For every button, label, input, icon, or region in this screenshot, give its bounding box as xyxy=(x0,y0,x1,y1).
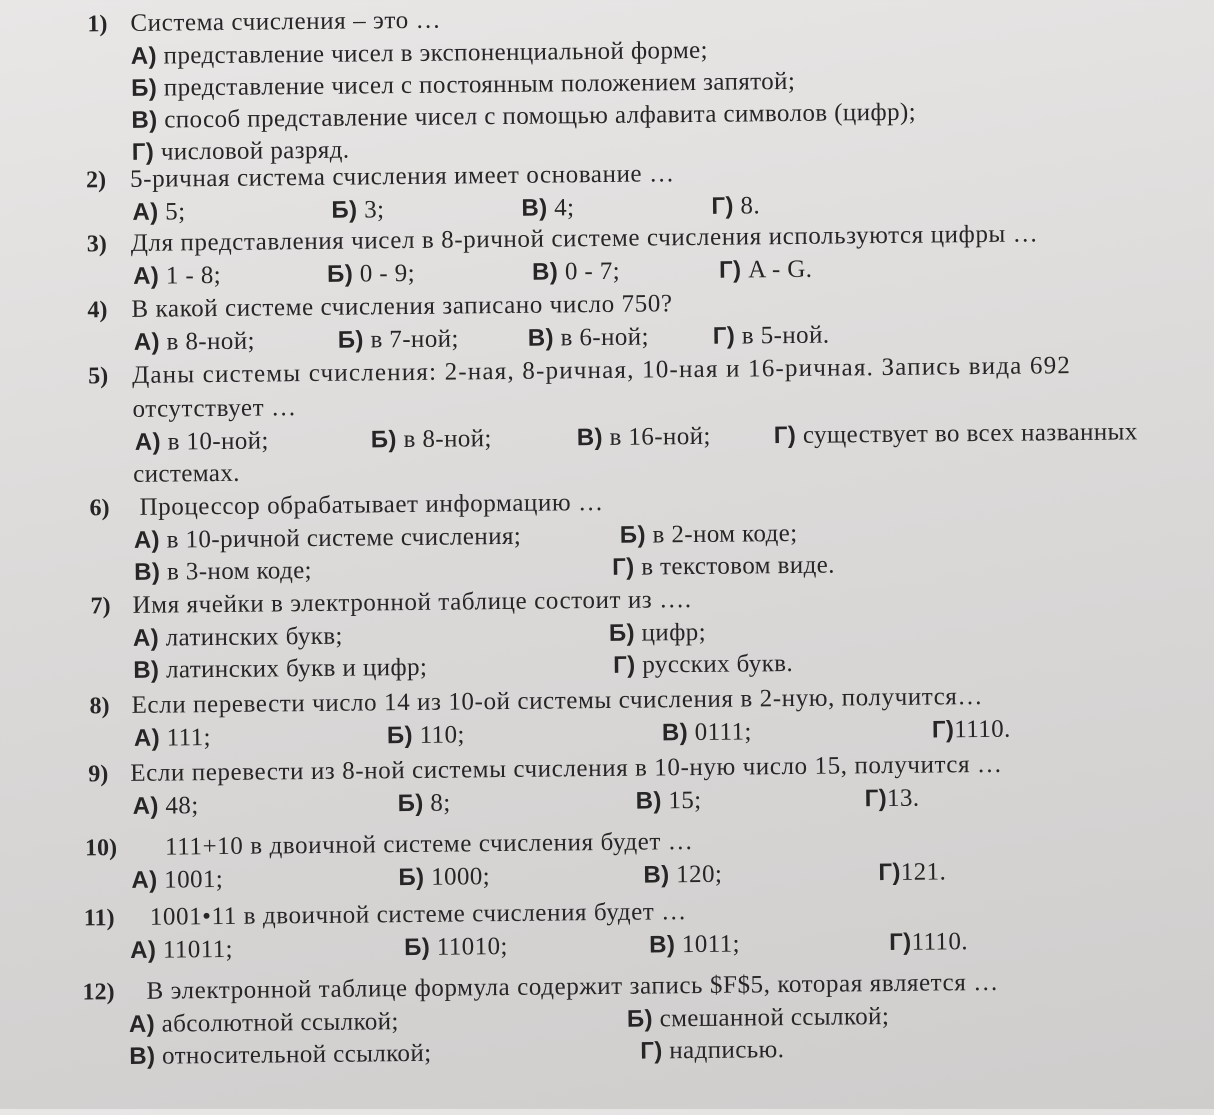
question-text: Система счисления – это … xyxy=(130,6,442,37)
question-1 xyxy=(0,0,1210,170)
question-text: Даны системы счисления: 2-ная, 8-ричная, 10-ная и 16-ричная. Запись вида 692 xyxy=(132,352,1072,389)
answer-option-g: Г) числовой разряд. xyxy=(131,136,350,166)
question-text: Процессор обрабатывает информацию … xyxy=(139,488,604,521)
answer-option-g: Г) в текстовом виде. xyxy=(612,551,835,581)
answer-option-v: В) латинских букв и цифр; xyxy=(133,653,428,684)
answer-option-b: Б) 110; xyxy=(386,721,465,750)
answer-option-b: Б) смешанной ссылкой; xyxy=(626,1002,890,1033)
question-text: Если перевести число 14 из 10-ой системы счисления в 2-ную, получится… xyxy=(131,682,984,719)
answer-option-g: Г)1110. xyxy=(931,715,1011,744)
answer-option-v: В) способ представление чисел с помощью алфавита символов (цифр); xyxy=(131,98,917,134)
question-number: 3) xyxy=(86,231,107,258)
answer-option-a: А) в 10-ной; xyxy=(134,427,269,456)
answer-option-g: Г) русских букв. xyxy=(613,649,794,679)
question-text: 1001•11 в двоичной системе счисления будет … xyxy=(149,898,687,931)
answer-option-v: В) в 16-ной; xyxy=(576,422,711,452)
question-number: 2) xyxy=(85,167,107,194)
answer-option-a: А) латинских букв; xyxy=(132,622,343,652)
answer-option-b: Б) 8; xyxy=(397,789,451,818)
answer-option-g: Г) A - G. xyxy=(718,255,813,284)
question-number: 8) xyxy=(89,693,110,720)
question-number: 12) xyxy=(82,979,115,1006)
answer-option-v: В) 15; xyxy=(635,786,702,815)
answer-option-continued: системах. xyxy=(133,459,241,488)
answer-option-a: А) 11011; xyxy=(130,935,234,964)
question-text: В какой системе счисления записано число 750? xyxy=(131,290,673,323)
answer-option-b: Б) в 8-ной; xyxy=(370,425,492,454)
answer-option-a: А) 1 - 8; xyxy=(132,261,222,290)
question-7 xyxy=(0,578,1214,689)
question-text: В электронной таблице формула содержит запись $F$5, которая является … xyxy=(146,968,999,1005)
answer-option-g: Г)13. xyxy=(864,784,920,813)
question-11 xyxy=(4,890,1214,969)
question-number: 6) xyxy=(89,495,110,522)
answer-option-a: А) 111; xyxy=(133,724,212,752)
question-text: Для представления чисел в 8-ричной системе счисления используются цифры … xyxy=(130,220,1039,257)
answer-option-b: Б) 3; xyxy=(331,196,385,224)
answer-option-g: Г) существует во всех названных xyxy=(773,418,1138,450)
question-6 xyxy=(0,480,1214,591)
question-number: 7) xyxy=(90,593,111,620)
question-9 xyxy=(2,746,1214,825)
question-text: Имя ячейки в электронной таблице состоит из …. xyxy=(132,586,692,619)
answer-option-b: Б) в 2-ном коде; xyxy=(619,519,798,549)
question-10 xyxy=(3,820,1214,899)
answer-option-g: Г) надписью. xyxy=(640,1036,785,1065)
answer-option-b: Б) 11010; xyxy=(404,932,508,962)
answer-option-v: В) 120; xyxy=(643,860,723,889)
answer-option-b: Б) 0 - 9; xyxy=(326,259,416,288)
answer-option-g: Г)121. xyxy=(878,858,947,887)
answer-option-b: Б) 1000; xyxy=(398,863,491,892)
answer-option-v: В) 1011; xyxy=(648,930,741,959)
answer-option-a: А) представление чисел в экспоненциальной форме; xyxy=(130,36,709,70)
answer-option-b: Б) цифр; xyxy=(608,618,707,647)
answer-option-v: В) 4; xyxy=(521,194,575,222)
answer-option-v: В) 0111; xyxy=(661,718,752,747)
question-5 xyxy=(0,348,1213,493)
answer-option-v: В) в 6-ной; xyxy=(527,323,649,352)
answer-option-g: Г)1110. xyxy=(888,928,969,956)
answer-option-a: А) в 8-ной; xyxy=(133,327,256,356)
question-text: Если перевести из 8-ной системы счисления в 10-ную число 15, получится … xyxy=(130,750,1003,787)
answer-option-v: В) в 3-ном коде; xyxy=(134,557,313,586)
answer-option-a: А) 48; xyxy=(132,792,199,820)
answer-option-g: Г) 8. xyxy=(711,192,761,220)
question-text-continued: отсутствует … xyxy=(132,394,297,423)
answer-option-b: Б) в 7-ной; xyxy=(337,325,459,354)
answer-option-a: А) 1001; xyxy=(131,865,224,894)
question-number: 9) xyxy=(88,761,109,788)
answer-option-a: А) в 10-ричной системе счисления; xyxy=(133,522,522,554)
question-number: 1) xyxy=(87,11,108,38)
question-number: 4) xyxy=(87,297,108,324)
question-number: 5) xyxy=(88,363,109,390)
question-text: 111+10 в двоичной системе счисления будет … xyxy=(164,828,694,861)
question-number: 10) xyxy=(84,835,118,862)
question-8 xyxy=(1,678,1214,757)
answer-option-a: А) абсолютной ссылкой; xyxy=(128,1008,399,1038)
answer-option-v: В) 0 - 7; xyxy=(531,257,621,286)
answer-option-g: Г) в 5-ной. xyxy=(712,321,830,350)
question-text: 5-ричная система счисления имеет основание … xyxy=(129,160,675,193)
question-number: 11) xyxy=(83,905,115,932)
answer-option-v: В) относительной ссылкой; xyxy=(129,1039,432,1070)
question-12 xyxy=(4,964,1214,1075)
answer-option-a: А) 5; xyxy=(132,198,186,226)
answer-option-b: Б) представление чисел с постоянным положением запятой; xyxy=(130,67,796,102)
